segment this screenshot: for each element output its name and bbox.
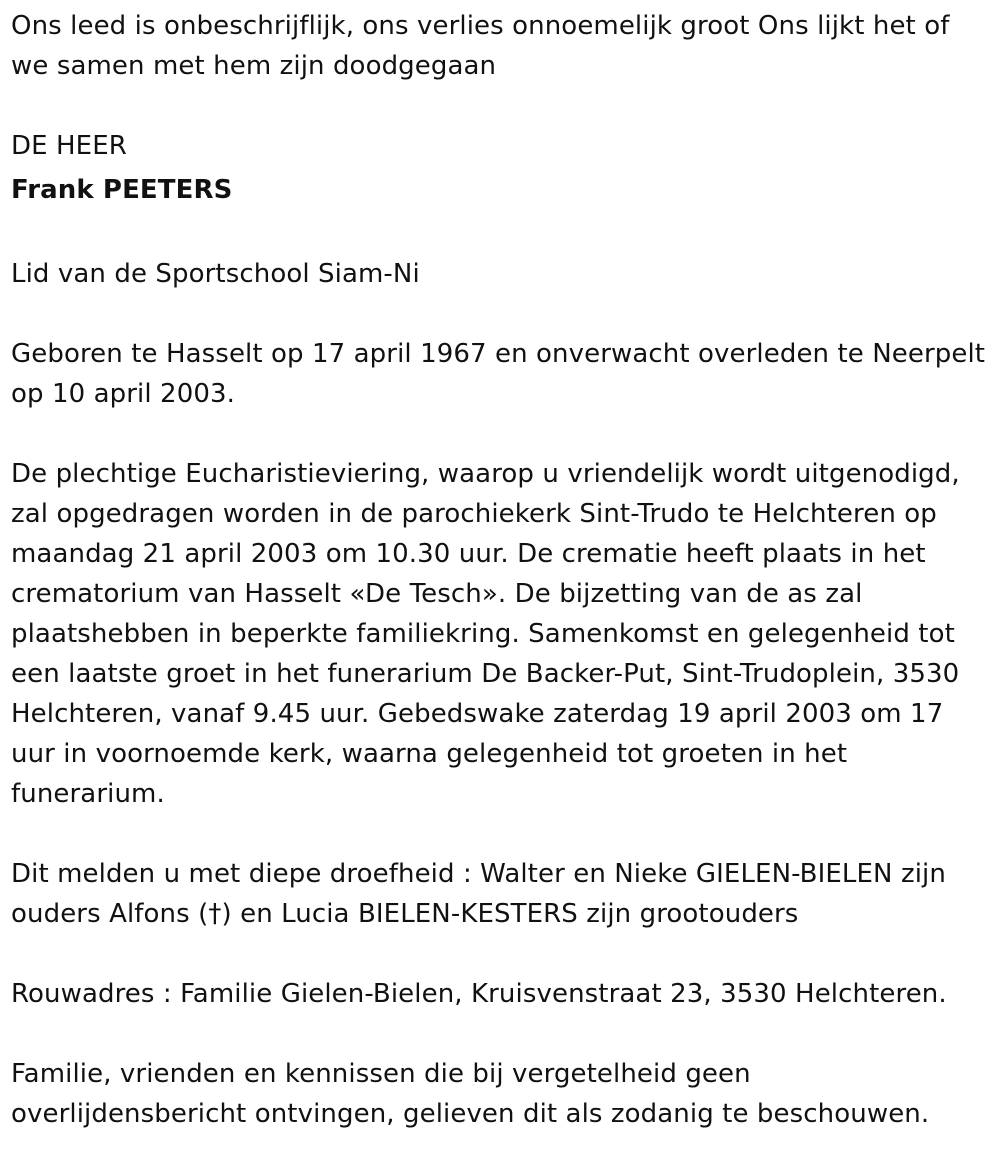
mourning-address: Rouwadres : Familie Gielen-Bielen, Kruisvenstraat 23, 3530 Helchteren. xyxy=(11,979,947,1009)
spacer xyxy=(11,214,991,254)
spacer xyxy=(11,814,991,854)
birth-death-paragraph: Geboren te Hasselt op 17 april 1967 en onverwacht overleden te Neerpelt op 10 april 2003. xyxy=(11,339,986,409)
ceremony-paragraph: De plechtige Eucharistieviering, waarop u vriendelijk wordt uitgenodigd, zal opgedragen worden in de parochiekerk Sint-Trudo te Helchteren op maandag 21 april 2003 om 10.30 uur. De crematie heeft plaats in het crematorium van Hasselt «De Tesch». De bijzetting van de as zal plaatshebben in beperkte familiekring. Samenkomst en gelegenheid tot een laatste groet in het funerarium De Backer-Put, Sint-Trudoplein, 3530 Helchteren, vanaf 9.45 uur. Gebedswake zaterdag 19 april 2003 om 17 uur in voornoemde kerk, waarna gelegenheid tot groeten in het funerarium. xyxy=(11,459,960,809)
announcers-paragraph: Dit melden u met diepe droefheid : Walter en Nieke GIELEN-BIELEN zijn ouders Alfons (†) en Lucia BIELEN-KESTERS zijn grootouders xyxy=(11,859,946,929)
membership-line: Lid van de Sportschool Siam-Ni xyxy=(11,259,420,289)
spacer xyxy=(11,294,991,334)
honorific-title: DE HEER xyxy=(11,131,127,161)
deceased-name: Frank PEETERS xyxy=(11,175,233,205)
spacer xyxy=(11,1014,991,1054)
spacer xyxy=(11,414,991,454)
closing-paragraph: Familie, vrienden en kennissen die bij vergetelheid geen overlijdensbericht ontvingen, gelieven dit als zodanig te beschouwen. xyxy=(11,1059,930,1129)
spacer xyxy=(11,934,991,974)
obituary-notice xyxy=(11,6,991,1134)
opening-quote: Ons leed is onbeschrijflijk, ons verlies onnoemelijk groot Ons lijkt het of we samen met hem zijn doodgegaan xyxy=(11,11,950,81)
spacer xyxy=(11,86,991,126)
